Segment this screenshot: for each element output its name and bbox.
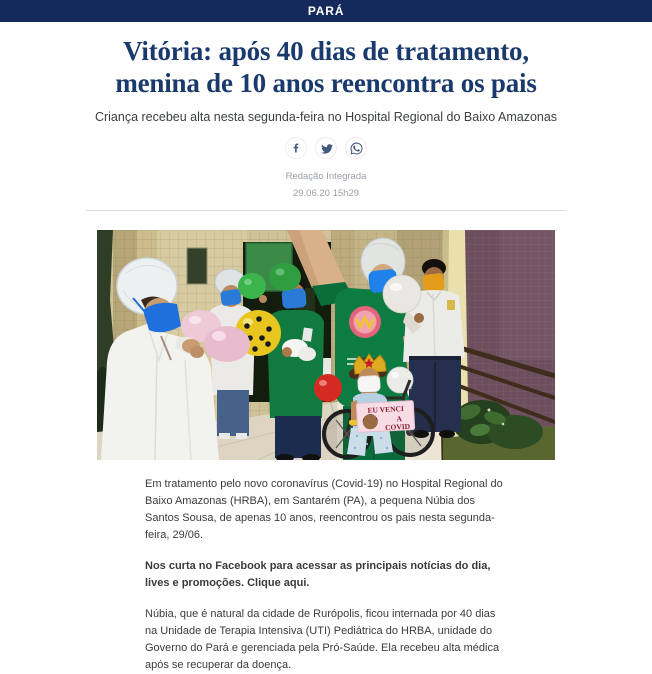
article-photo: [97, 230, 555, 460]
whatsapp-icon: [350, 142, 363, 155]
article-body: [145, 476, 507, 674]
divider: [86, 210, 566, 211]
paragraph-1: Em tratamento pelo novo coronavírus (Covid-19) no Hospital Regional do Baixo Amazonas (HRBA), em Santarém (PA), a pequena Núbia dos Santos Sousa, de apenas 10 anos, reencontrou os pais nesta segunda-feira, 29/06.: [145, 478, 503, 541]
facebook-icon: [290, 142, 302, 154]
section-bar[interactable]: [0, 0, 652, 22]
twitter-icon: [320, 142, 333, 155]
victory-sign: [356, 401, 414, 434]
publish-datetime: 29.06.20 15h29: [292, 188, 360, 199]
share-buttons: [86, 137, 566, 159]
byline: Redação Integrada: [285, 171, 367, 182]
article-subtitle: Criança recebeu alta nesta segunda-feira no Hospital Regional do Baixo Amazonas: [94, 110, 558, 124]
section-label: PARÁ: [307, 4, 345, 18]
twitter-share-button[interactable]: [315, 137, 337, 159]
sign-text-line2: A: [396, 414, 403, 424]
whatsapp-share-button[interactable]: [345, 137, 367, 159]
sign-text-line1: EU VENCI: [367, 404, 405, 415]
facebook-share-button[interactable]: [285, 137, 307, 159]
title-line-1: Vitória: após 40 dias de tratamento,: [123, 36, 529, 66]
paragraph-3: Núbia, que é natural da cidade de Rurópolis, ficou internada por 40 dias na Unidade de Terapia Intensiva (UTI) Pediátrica do HRBA, unidade do Governo do Pará e gerenciada pela Pró-Saúde. Ela recebeu alta médica após se recuperar da doença.: [145, 608, 500, 671]
title-line-2: menina de 10 anos reencontra os pais: [115, 68, 537, 98]
paragraph-2-facebook-cta[interactable]: Nos curta no Facebook para acessar as principais notícias do dia, lives e promoções. Clique aqui.: [145, 560, 491, 589]
hospital-discharge-photo: [97, 230, 555, 460]
page-title: [86, 35, 566, 99]
sign-text-line3: COVID: [384, 421, 411, 433]
article: [86, 35, 566, 674]
